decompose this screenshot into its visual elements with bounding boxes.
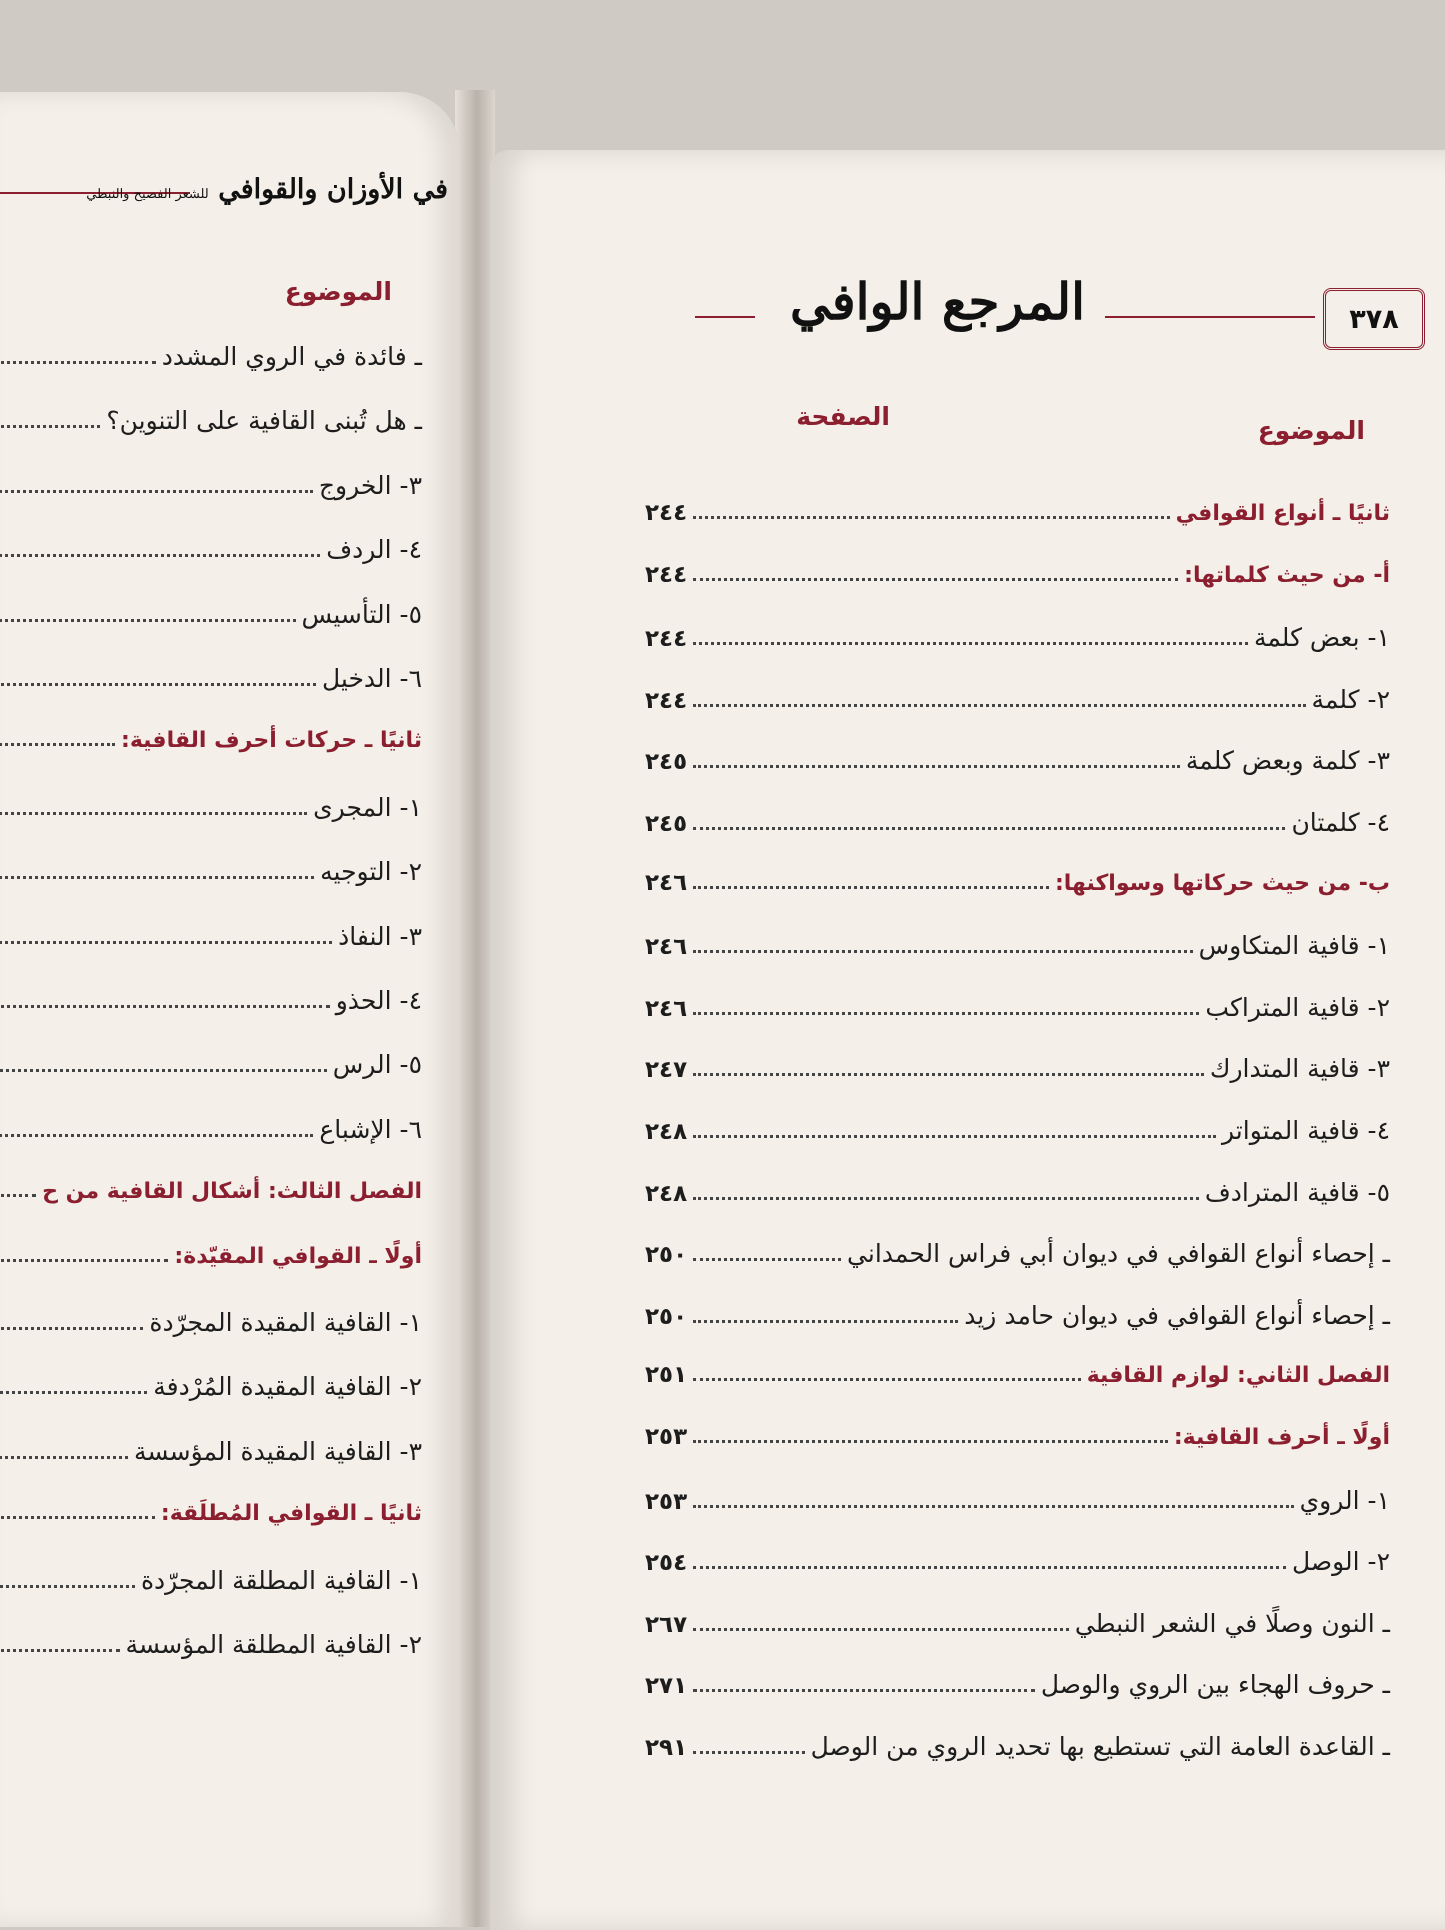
toc-row [645, 562, 1390, 588]
toc-page-number: ٢٦٧ [645, 1611, 688, 1638]
toc-topic: ٤- الردف [326, 535, 422, 565]
dot-leader [693, 1135, 1216, 1138]
dot-leader [0, 619, 296, 622]
toc-row [0, 922, 422, 951]
toc-row [645, 746, 1390, 775]
toc-topic: ٢- كلمة [1311, 684, 1390, 714]
dot-leader [0, 683, 316, 686]
toc-topic: ٥- قافية المترادف [1204, 1177, 1390, 1207]
toc-topic: ٣- النفاذ [338, 921, 422, 951]
toc-topic: ٦- الإشباع [319, 1114, 422, 1144]
dot-leader [0, 490, 313, 493]
toc-page-number: ٢٤٨ [645, 1180, 688, 1207]
toc-page-number: ٢٤٨ [645, 1119, 688, 1145]
toc-page-number: ٢٩١ [645, 1735, 688, 1761]
toc-page-number: ٢٥٠ [645, 1242, 688, 1269]
toc-row [645, 1424, 1390, 1450]
dot-leader [0, 743, 115, 746]
toc-topic: أولًا ـ أحرف القافية: [1173, 1425, 1390, 1450]
dot-leader [693, 1628, 1069, 1631]
dot-leader [693, 1073, 1204, 1076]
dot-leader [0, 425, 100, 428]
dot-leader [693, 704, 1305, 707]
toc-row [645, 870, 1390, 896]
toc-topic: ١- الروي [1299, 1485, 1390, 1515]
toc-page-number: ٢٤٤ [645, 626, 688, 653]
toc-topic: ٥- الرس [332, 1050, 422, 1080]
toc-topic: ٦- الدخيل [321, 664, 422, 693]
toc-row [0, 1308, 422, 1337]
toc-page-number: ٢٤٥ [645, 811, 688, 837]
toc-page-number: ٢٤٦ [645, 934, 688, 961]
toc-topic: ١- القافية المطلقة المجرّدة [140, 1565, 422, 1595]
dot-leader [0, 1259, 168, 1262]
right-header-rule [1105, 316, 1315, 318]
toc-topic: ٣- القافية المقيدة المؤسسة [133, 1436, 422, 1466]
toc-page-number: ٢٥١ [645, 1362, 688, 1389]
toc-row [0, 1244, 422, 1269]
toc-topic: ٤- كلمتان [1291, 808, 1390, 837]
book-header-title: المرجع الوافي [790, 272, 1085, 331]
dot-leader [0, 1391, 147, 1394]
toc-row [645, 1239, 1390, 1268]
toc-row [645, 500, 1390, 526]
toc-page-number: ٢٥٣ [645, 1488, 688, 1515]
toc-row [0, 664, 422, 693]
toc-topic: ـ فائدة في الروي المشدد [161, 342, 422, 371]
dot-leader [693, 1378, 1081, 1381]
toc-row [0, 1566, 422, 1595]
dot-leader [693, 950, 1192, 953]
book-gutter [455, 90, 495, 1927]
toc-topic: أ- من حيث كلماتها: [1184, 562, 1390, 588]
right-column-page-header: الصفحة [796, 402, 890, 431]
toc-row [0, 1050, 422, 1079]
toc-row [645, 993, 1390, 1022]
toc-row [0, 1437, 422, 1466]
dot-leader [693, 578, 1178, 581]
toc-topic: ٣- الخروج [318, 470, 422, 500]
toc-topic: الفصل الثالث: أشكال القافية من ح [42, 1179, 422, 1205]
toc-topic: ثانيًا ـ القوافي المُطلَقة: [160, 1501, 422, 1527]
toc-page-number: ٢٥٣ [645, 1424, 688, 1450]
dot-leader [0, 1005, 330, 1008]
toc-row [0, 1501, 422, 1526]
dot-leader [693, 1751, 804, 1754]
toc-page-number: ٢٤٤ [645, 561, 688, 588]
toc-page-number: ٢٤٥ [645, 749, 688, 776]
toc-row [0, 471, 422, 500]
toc-topic: الفصل الثاني: لوازم القافية [1086, 1363, 1390, 1389]
toc-topic: ٤- قافية المتواتر [1222, 1116, 1390, 1145]
toc-row [0, 1630, 422, 1659]
toc-page-number: ٢٤٧ [645, 1057, 688, 1084]
toc-topic: ٣- قافية المتدارك [1209, 1054, 1390, 1084]
toc-page-number: ٢٤٦ [645, 869, 688, 896]
left-column-topic-header: الموضوع [284, 277, 392, 306]
toc-row [645, 1670, 1390, 1699]
toc-row [0, 986, 422, 1015]
dot-leader [0, 812, 307, 815]
toc-row [0, 793, 422, 822]
dot-leader [693, 765, 1180, 768]
running-title [86, 174, 448, 205]
dot-leader [0, 1194, 36, 1197]
dot-leader [0, 361, 156, 364]
toc-topic: ١- بعض كلمة [1253, 623, 1390, 653]
page-number: ٣٧٨ [1349, 303, 1399, 335]
toc-row [0, 857, 422, 886]
dot-leader [693, 1505, 1293, 1508]
toc-topic: ـ إحصاء أنواع القوافي في ديوان حامد زيد [964, 1300, 1390, 1330]
toc-page-number: ٢٤٦ [645, 995, 688, 1022]
dot-leader [0, 1134, 313, 1137]
dot-leader [693, 1566, 1286, 1569]
dot-leader [693, 886, 1049, 889]
toc-row [645, 1732, 1390, 1761]
toc-row [645, 623, 1390, 652]
toc-topic: ٢- التوجيه [320, 857, 422, 887]
toc-row [645, 1362, 1390, 1388]
toc-topic: ـ القاعدة العامة التي تستطيع بها تحديد الروي من الوصل [810, 1732, 1390, 1761]
toc-topic: ٤- الحذو [335, 986, 422, 1015]
toc-topic: ٥- التأسيس [301, 599, 422, 629]
page-number-box [1323, 288, 1425, 350]
toc-row [0, 728, 422, 753]
right-header-rule-2 [695, 316, 755, 318]
dot-leader [0, 876, 314, 879]
toc-row [645, 1116, 1390, 1145]
toc-row [645, 1486, 1390, 1515]
dot-leader [0, 1456, 128, 1459]
toc-topic: ـ النون وصلًا في الشعر النبطي [1074, 1608, 1390, 1638]
toc-page-number: ٢٧١ [645, 1673, 688, 1700]
toc-row [645, 1547, 1390, 1576]
right-page [490, 150, 1445, 1930]
toc-row [0, 1372, 422, 1401]
toc-topic: ـ إحصاء أنواع القوافي في ديوان أبي فراس الحمداني [847, 1239, 1390, 1269]
dot-leader [693, 827, 1285, 830]
running-subtitle: للشعر الفصيح والنبطي [86, 187, 209, 202]
toc-row [0, 600, 422, 629]
toc-topic: ـ هل تُبنى القافية على التنوين؟ [106, 406, 422, 436]
toc-row [0, 1115, 422, 1144]
toc-row [645, 1609, 1390, 1638]
dot-leader [693, 1197, 1199, 1200]
toc-row [645, 1054, 1390, 1083]
dot-leader [693, 516, 1170, 519]
toc-topic: ٣- كلمة وبعض كلمة [1185, 746, 1390, 776]
dot-leader [0, 1516, 155, 1519]
dot-leader [693, 1689, 1035, 1692]
toc-topic: ـ حروف الهجاء بين الروي والوصل [1040, 1670, 1390, 1700]
toc-topic: ٢- قافية المتراكب [1205, 992, 1390, 1022]
toc-page-number: ٢٥٠ [645, 1303, 688, 1330]
toc-row [0, 535, 422, 564]
dot-leader [0, 941, 332, 944]
dot-leader [693, 642, 1248, 645]
dot-leader [693, 1440, 1168, 1443]
toc-row [0, 1179, 422, 1204]
dot-leader [693, 1320, 958, 1323]
toc-row [0, 406, 422, 435]
toc-topic: ب- من حيث حركاتها وسواكنها: [1054, 870, 1390, 896]
running-title-text: في الأوزان والقوافي [218, 174, 448, 205]
toc-topic: أولًا ـ القوافي المقيّدة: [174, 1243, 422, 1269]
toc-topic: ٢- القافية المقيدة المُرْدفة [153, 1372, 422, 1402]
dot-leader [0, 1327, 143, 1330]
toc-topic: ١- المجرى [313, 792, 422, 822]
toc-row [645, 1178, 1390, 1207]
toc-row [645, 1301, 1390, 1330]
dot-leader [693, 1012, 1199, 1015]
toc-row [645, 685, 1390, 714]
toc-row [645, 808, 1390, 837]
dot-leader [0, 554, 320, 557]
dot-leader [0, 1585, 135, 1588]
toc-row [645, 931, 1390, 960]
dot-leader [693, 1258, 841, 1261]
dot-leader [0, 1649, 120, 1652]
toc-topic: ١- القافية المقيدة المجرّدة [149, 1308, 422, 1337]
toc-row [0, 342, 422, 371]
toc-topic: ١- قافية المتكاوس [1198, 931, 1390, 961]
toc-page-number: ٢٤٤ [645, 500, 688, 526]
right-column-topic-header: الموضوع [1257, 416, 1365, 445]
toc-topic: ثانيًا ـ أنواع القوافي [1175, 501, 1390, 526]
toc-topic: ٢- القافية المطلقة المؤسسة [125, 1630, 422, 1659]
toc-topic: ٢- الوصل [1291, 1547, 1390, 1577]
toc-page-number: ٢٥٤ [645, 1550, 688, 1577]
toc-page-number: ٢٤٤ [645, 687, 688, 714]
left-page [0, 92, 460, 1927]
toc-topic: ثانيًا ـ حركات أحرف القافية: [121, 728, 422, 754]
dot-leader [0, 1069, 327, 1072]
